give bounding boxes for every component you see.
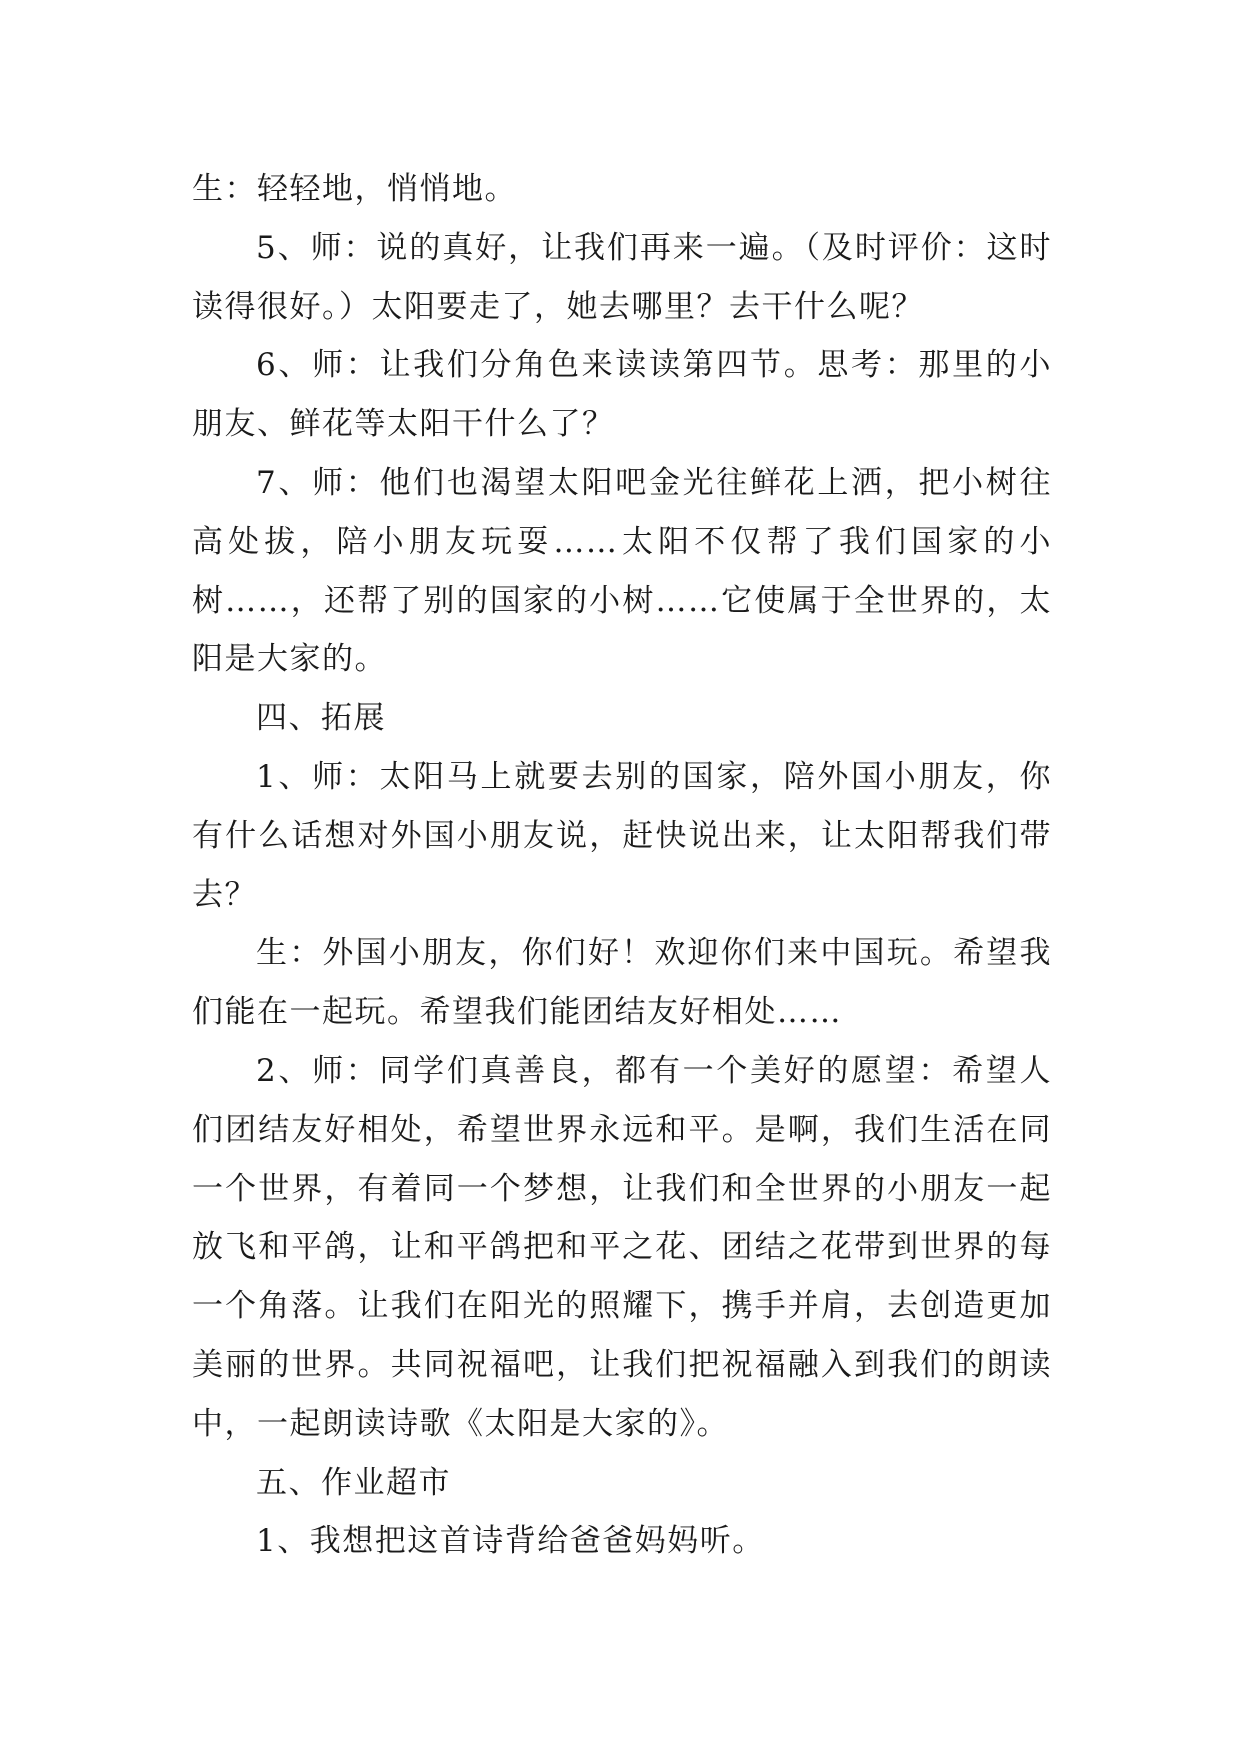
section-heading-extension: 四、拓展 [256, 700, 386, 737]
document-body [192, 160, 1052, 1571]
paragraph-student-answer: 生：轻轻地，悄悄地。 [192, 171, 517, 207]
paragraph-extension-2: 2、师：同学们真善良，都有一个美好的愿望：希望人们团结友好相处，希望世界永远和平。是啊，我们生活在同一个世界，有着同一个梦想，让我们和全世界的小朋友一起放飞和平鸽，让和平鸽把和平之花、团结之花带到世界的每一个角落。让我们在阳光的照耀下，携手并肩，去创造更加美丽的世界。共同祝福吧，让我们把祝福融入到我们的朗读中，一起朗读诗歌《太阳是大家的》。 [192, 1052, 1052, 1442]
section-heading-homework: 五、作业超市 [256, 1464, 451, 1501]
paragraph-extension-1: 1、师：太阳马上就要去别的国家，陪外国小朋友，你有什么话想对外国小朋友说，赶快说出来，让太阳帮我们带去？ [192, 758, 1052, 913]
paragraph-student-reply: 生：外国小朋友，你们好！欢迎你们来中国玩。希望我们能在一起玩。希望我们能团结友好相处…… [192, 935, 1052, 1031]
paragraph-step-6: 6、师：让我们分角色来读读第四节。思考：那里的小朋友、鲜花等太阳干什么了？ [192, 347, 1052, 443]
paragraph-step-5: 5、师：说的真好，让我们再来一遍。（及时评价：这时读得很好。）太阳要走了，她去哪里？去干什么呢？ [192, 229, 1052, 325]
paragraph-step-7: 7、师：他们也渴望太阳吧金光往鲜花上洒，把小树往高处拔，陪小朋友玩耍……太阳不仅帮了我们国家的小树……，还帮了别的国家的小树……它使属于全世界的，太阳是大家的。 [192, 464, 1052, 678]
paragraph-homework-1: 1、我想把这首诗背给爸爸妈妈听。 [256, 1523, 765, 1560]
